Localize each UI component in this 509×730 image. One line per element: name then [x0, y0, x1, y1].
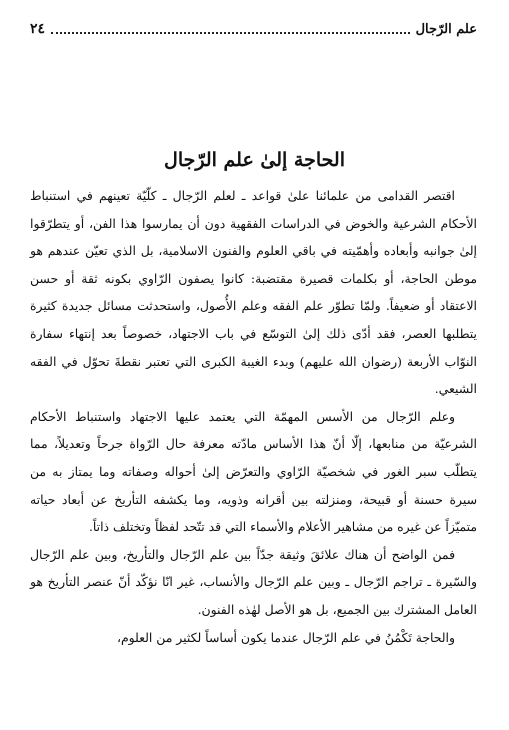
paragraph: والحاجة تَكْمُنُ في علم الرّجال عندما يكون أساساً لكثير من العلوم، — [116, 629, 455, 645]
paragraph: فمن الواضح أن هناك علائقَ وثيقة جدّاً بين علم الرّجال والتأريخ، وبين علم الرّجال والسّيرة ـ تراجم الرّجال ـ وبين علم الرّجال والأنساب، غير انّا نؤكّد أنّ عنصر التأريخ هو العامل المشترك بين الجميع، بل هو الأصل لهٰذه الفنون. — [30, 546, 477, 617]
dotted-leader — [51, 32, 410, 34]
body-text — [30, 182, 477, 651]
section-heading: الحاجة إلىٰ علم الرّجال — [164, 149, 345, 171]
page-number: ٢٤ — [30, 21, 46, 37]
running-title: علم الرّجال — [415, 21, 477, 37]
paragraph: وعلم الرّجال من الأسس المهمّة التي يعتمد عليها الاجتهاد واستنباط الأحكام الشرعيّة من منابعها، إلّا أنّ هذا الأساس مادّته معرفة حال الرّواة جرحاً وتعديلاً، مما يتطلّب سبر الغور في شخصيّة الرّاوي والتعرّض إلىٰ أحواله وصفاته وما يمتاز به من سيرة حسنة أو قبيحة، ومنزلته بين أقرانه وذويه، وما يكشفه التأريخ عن أبعاد حياته متميّزاً عن غيره من مشاهير الأعلام والأسماء التي قد تتّحد لفظاً وتختلف ذاتاً. — [30, 408, 477, 535]
paragraph: اقتصر القدامى من علمائنا علىٰ قواعد ـ لعلم الرّجال ـ كلّيّة تعينهم في استنباط الأحكام الشرعية والخوض في الدراسات الفقهية دون أن يمارسوا هذا الفن، أو يتطرّقوا إلىٰ جوانبه وأبعاده وأهمّيته في باقي العلوم والفنون الاسلامية، بل الذي تعيّن عندهم هو موطن الحاجة، أو بكلمات قصيرة مقتضبة: كانوا يصفون الرّاوي بكونه ثقة أو حسن الاعتقاد أو ضعيفاً. ولمّا تطوّر علم الفقه وعلم الأُصول، واستحدثت مسائل جديدة كثيرة يتطلبها العصر، فقد أدّى ذلك إلىٰ التوسّع في باب الاجتهاد، خصوصاً بعد إنتهاء سفارة النوّاب الأربعة (رضوان الله عليهم) وبدء الغيبة الكبرى التي تعتبر نقطةَ تحوّل في الفقه الشيعي. — [30, 188, 477, 397]
running-header — [30, 18, 477, 40]
